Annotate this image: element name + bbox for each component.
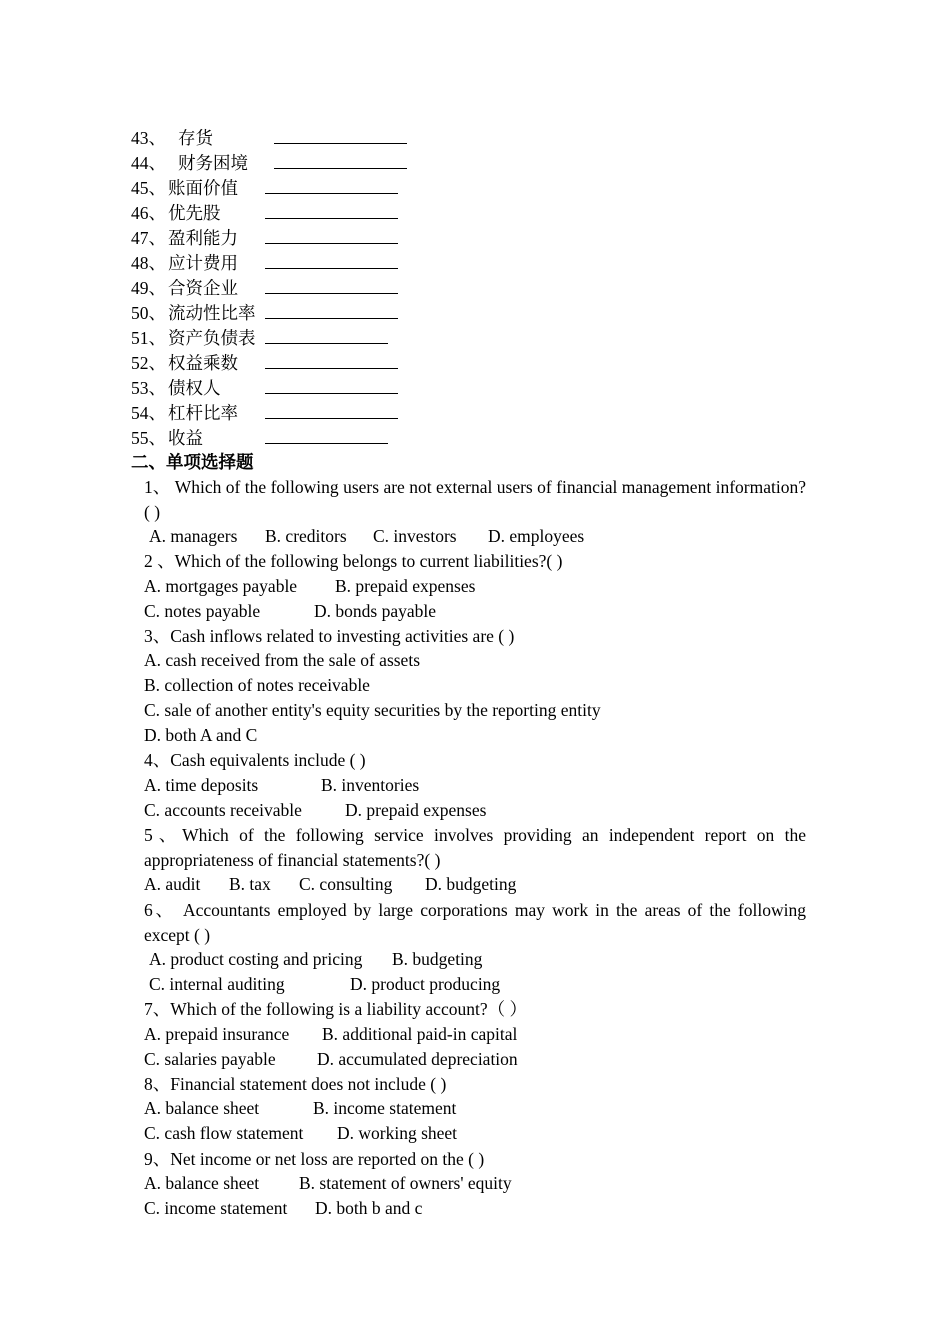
question-options (144, 872, 516, 896)
vocab-term: 存货 (178, 128, 213, 148)
vocab-item (131, 151, 407, 175)
vocab-item (131, 351, 398, 375)
answer-blank[interactable] (265, 427, 388, 444)
answer-blank[interactable] (265, 252, 398, 269)
option-d[interactable]: D. budgeting (425, 874, 517, 894)
option-a[interactable]: A. prepaid insurance (144, 1024, 290, 1044)
option-b[interactable]: B. collection of notes receivable (144, 675, 370, 695)
question-stem: 3、Cash inflows related to investing activities are ( ) (144, 626, 515, 646)
vocab-item (131, 426, 388, 450)
vocab-item (131, 251, 398, 275)
option-b[interactable]: B. prepaid expenses (335, 576, 476, 596)
vocab-term: 优先股 (168, 203, 221, 223)
question-stem: 9、Net income or net loss are reported on the ( ) (144, 1149, 485, 1169)
question-options (144, 1171, 512, 1195)
question-stem: 2 、Which of the following belongs to current liabilities?( ) (144, 551, 563, 571)
option-c[interactable]: C. income statement (144, 1198, 288, 1218)
option-d[interactable]: D. both A and C (144, 725, 258, 745)
question-options (149, 972, 500, 996)
question-stem: 6、 Accountants employed by large corporations may work in the areas of the following except ( ) (144, 900, 806, 945)
question-options (144, 599, 436, 623)
question-options (149, 947, 482, 971)
vocab-number: 43、 (131, 128, 166, 148)
vocab-term: 资产负债表 (168, 328, 256, 348)
vocab-item (131, 301, 398, 325)
vocab-item (131, 176, 398, 200)
answer-blank[interactable] (265, 377, 398, 394)
answer-blank[interactable] (265, 277, 398, 294)
option-d[interactable]: D. product producing (350, 974, 501, 994)
vocab-number: 50、 (131, 303, 166, 323)
question-options (144, 1196, 422, 1220)
section-heading: 二、单项选择题 (131, 452, 254, 472)
option-d[interactable]: D. prepaid expenses (345, 800, 487, 820)
vocab-number: 45、 (131, 178, 166, 198)
vocab-item (131, 226, 398, 250)
option-c[interactable]: C. notes payable (144, 601, 261, 621)
option-c[interactable]: C. investors (373, 526, 457, 546)
answer-blank[interactable] (265, 177, 398, 194)
option-c[interactable]: C. consulting (299, 874, 393, 894)
vocab-term: 合资企业 (168, 278, 238, 298)
vocab-item (131, 201, 398, 225)
question-stem: 8、Financial statement does not include ( ) (144, 1074, 447, 1094)
question-options (149, 524, 584, 548)
option-a[interactable]: A. product costing and pricing (149, 949, 363, 969)
vocab-number: 54、 (131, 403, 166, 423)
question-stem: 1、 Which of the following users are not external users of financial management information?( ) (144, 477, 806, 522)
question-stem: 5、Which of the following service involves providing an independent report on the appropriateness of financial statements?( ) (144, 825, 806, 870)
vocab-term: 权益乘数 (168, 353, 238, 373)
answer-blank[interactable] (265, 352, 398, 369)
vocab-number: 44、 (131, 153, 166, 173)
vocab-term: 账面价值 (168, 178, 238, 198)
option-c[interactable]: C. internal auditing (149, 974, 285, 994)
option-a[interactable]: A. audit (144, 874, 201, 894)
vocab-term: 流动性比率 (168, 303, 256, 323)
question-options (144, 1121, 457, 1145)
vocab-term: 盈利能力 (168, 228, 238, 248)
option-a[interactable]: A. time deposits (144, 775, 259, 795)
question-stem: 7、Which of the following is a liability account?（ ） (144, 999, 527, 1019)
vocab-number: 55、 (131, 428, 166, 448)
option-b[interactable]: B. additional paid-in capital (322, 1024, 518, 1044)
vocab-number: 47、 (131, 228, 166, 248)
option-a[interactable]: A. balance sheet (144, 1098, 260, 1118)
option-b[interactable]: B. income statement (313, 1098, 457, 1118)
vocab-term: 债权人 (168, 378, 221, 398)
option-c[interactable]: C. salaries payable (144, 1049, 276, 1069)
option-a[interactable]: A. balance sheet (144, 1173, 260, 1193)
vocab-number: 46、 (131, 203, 166, 223)
question-options (144, 798, 486, 822)
question-options (144, 574, 475, 598)
vocab-term: 收益 (168, 428, 203, 448)
question-stem: 4、Cash equivalents include ( ) (144, 750, 366, 770)
option-a[interactable]: A. mortgages payable (144, 576, 298, 596)
option-d[interactable]: D. bonds payable (314, 601, 436, 621)
vocab-item (131, 126, 407, 150)
answer-blank[interactable] (265, 227, 398, 244)
option-d[interactable]: D. both b and c (315, 1198, 423, 1218)
vocab-number: 49、 (131, 278, 166, 298)
question-options (144, 773, 419, 797)
option-b[interactable]: B. budgeting (392, 949, 483, 969)
option-c[interactable]: C. accounts receivable (144, 800, 302, 820)
vocab-number: 48、 (131, 253, 166, 273)
vocab-term: 财务困境 (178, 153, 248, 173)
option-c[interactable]: C. sale of another entity's equity securities by the reporting entity (144, 700, 601, 720)
answer-blank[interactable] (265, 202, 398, 219)
vocab-number: 51、 (131, 328, 166, 348)
option-d[interactable]: D. employees (488, 526, 585, 546)
option-b[interactable]: B. tax (229, 874, 271, 894)
answer-blank[interactable] (274, 152, 407, 169)
vocab-term: 应计费用 (168, 253, 238, 273)
option-a[interactable]: A. managers (149, 526, 238, 546)
vocab-term: 杠杆比率 (168, 403, 238, 423)
answer-blank[interactable] (265, 402, 398, 419)
option-b[interactable]: B. inventories (321, 775, 420, 795)
option-b[interactable]: B. statement of owners' equity (299, 1173, 512, 1193)
answer-blank[interactable] (265, 327, 388, 344)
question-options (144, 1022, 517, 1046)
option-a[interactable]: A. cash received from the sale of assets (144, 650, 421, 670)
vocab-item (131, 401, 398, 425)
option-d[interactable]: D. accumulated depreciation (317, 1049, 518, 1069)
option-b[interactable]: B. creditors (265, 526, 347, 546)
question-options (144, 1096, 456, 1120)
vocab-number: 52、 (131, 353, 166, 373)
answer-blank[interactable] (265, 302, 398, 319)
option-c[interactable]: C. cash flow statement (144, 1123, 304, 1143)
vocab-item (131, 376, 398, 400)
option-d[interactable]: D. working sheet (337, 1123, 458, 1143)
vocab-item (131, 326, 388, 350)
question-options (144, 1047, 518, 1071)
answer-blank[interactable] (274, 127, 407, 144)
vocab-item (131, 276, 398, 300)
vocab-number: 53、 (131, 378, 166, 398)
